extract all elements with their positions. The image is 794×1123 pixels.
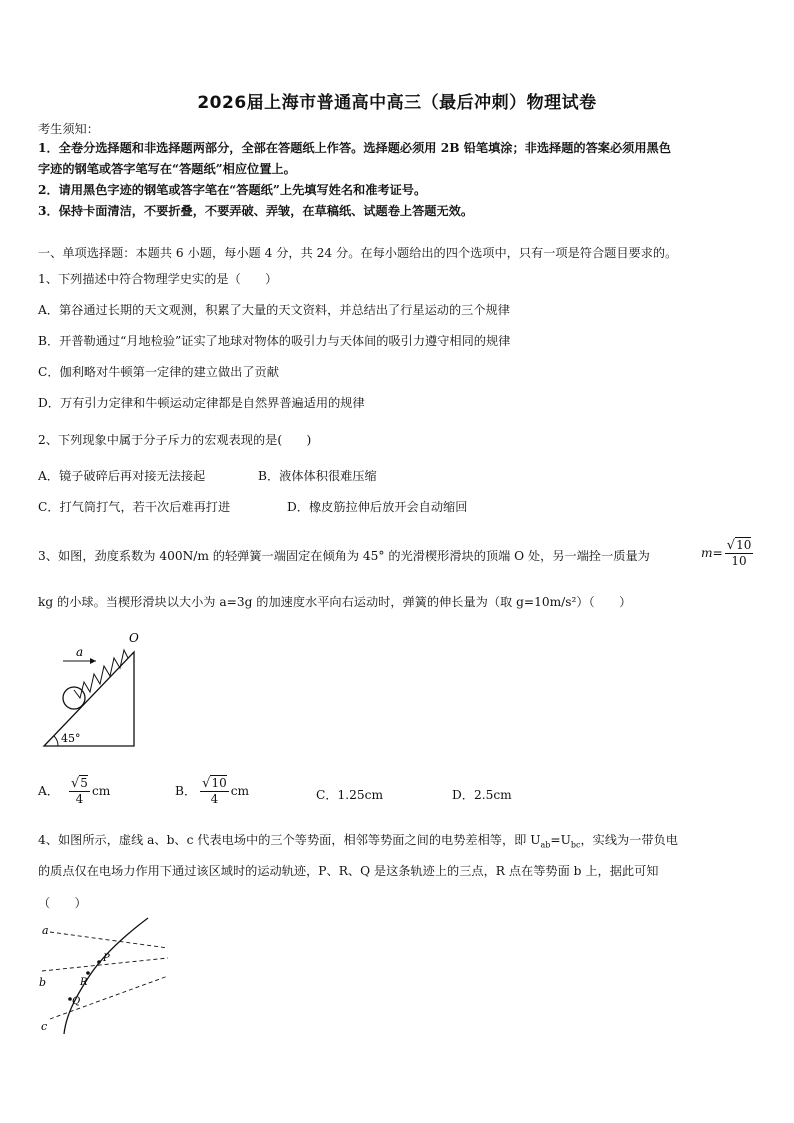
q3-option-d — [452, 787, 512, 803]
label-o: O — [129, 631, 139, 645]
trajectory-curve — [64, 918, 148, 1034]
equipotential-line-a — [50, 932, 168, 948]
label-line-c: c — [41, 1020, 48, 1033]
q1-option-c: C．伽利略对牛顿第一定律的建立做出了贡献 — [38, 365, 279, 379]
q3-option-a-unit: cm — [91, 784, 111, 798]
q4-stem-part-2: ，实线为一带负电 — [580, 833, 678, 847]
equipotential-line-c — [50, 976, 168, 1019]
angle-arc — [54, 736, 58, 746]
q3-mass-fraction: $\frac{√10}{10}$ — [726, 538, 752, 568]
point-p — [97, 960, 101, 964]
q3-option-b-unit: cm — [230, 784, 250, 798]
q3-wedge-figure — [38, 628, 148, 750]
q3-option-b-numerator: 10 — [211, 776, 227, 790]
q3-stem-line-2: kg 的小球。当楔形滑块以大小为 a=3g 的加速度水平向右运动时，弹簧的伸长量为（取 g=10m/s²）（ ） — [38, 595, 632, 609]
q1-option-a: A．第谷通过长期的天文观测，积累了大量的天文资料，并总结出了行星运动的三个规律 — [38, 303, 510, 317]
point-r — [86, 971, 90, 975]
q4-equipotential-figure — [36, 916, 172, 1034]
q3-mass-numerator: 10 — [736, 538, 752, 552]
q4-stem-part-1: 4、如图所示，虚线 a、b、c 代表电场中的三个等势面，相邻等势面之间的电势差相等，即 U — [38, 833, 541, 847]
arrow-head — [90, 658, 96, 664]
notice-item-3: 3．保持卡面清洁，不要折叠，不要弄破、弄皱，在草稿纸、试题卷上答题无效。 — [38, 204, 474, 218]
q3-option-a-numerator: 5 — [80, 776, 88, 790]
q3-option-c-letter: C． — [316, 788, 338, 802]
q4-stem-mid: =U — [550, 833, 571, 847]
q3-option-a — [38, 776, 110, 806]
q3-mass — [701, 538, 755, 568]
q2-option-d: D．橡皮筋拉伸后放开会自动缩回 — [287, 500, 468, 514]
q3-option-c — [316, 787, 383, 803]
q2-option-c: C．打气筒打气，若干次后难再打进 — [38, 500, 231, 514]
notice-item-2: 2．请用黑色字迹的钢笔或答字笔在“答题纸”上先填写姓名和准考证号。 — [38, 183, 427, 197]
q3-option-b-denominator: 4 — [210, 792, 219, 806]
q4-sub-bc: bc — [570, 840, 581, 850]
q3-mass-label: m= — [701, 546, 723, 560]
q4-stem-line-3: （ ） — [38, 896, 87, 910]
label-point-r: R — [80, 977, 88, 988]
q4-stem-line-1 — [38, 832, 678, 853]
q1-option-d: D．万有引力定律和牛顿运动定律都是自然界普遍适用的规律 — [38, 396, 365, 410]
q4-sub-ab: ab — [540, 840, 551, 850]
q3-mass-denominator: 10 — [731, 554, 747, 568]
label-point-p: P — [103, 953, 110, 964]
q3-option-c-text: 1.25cm — [337, 788, 384, 802]
q4-stem-line-2: 的质点仅在电场力作用下通过该区域时的运动轨迹，P、R、Q 是这条轨迹上的三点，R 点在等势面 b 上，据此可知 — [38, 864, 659, 878]
label-angle: 45° — [61, 732, 81, 745]
label-line-a: a — [42, 924, 49, 937]
section-heading: 一、单项选择题：本题共 6 小题，每小题 4 分，共 24 分。在每小题给出的四个选项中，只有一项是符合题目要求的。 — [38, 246, 678, 260]
q3-option-d-letter: D． — [452, 788, 474, 802]
q2-option-b: B．液体体积很难压缩 — [258, 469, 377, 483]
notice-heading: 考生须知： — [38, 122, 99, 136]
q1-option-b: B．开普勒通过“月地检验”证实了地球对物体的吸引力与天体间的吸引力遵守相同的规律 — [38, 334, 511, 348]
q3-option-d-text: 2.5cm — [473, 788, 512, 802]
q3-option-a-fraction: $\frac{√5}{4}$ — [71, 776, 88, 806]
q3-option-b — [175, 776, 249, 806]
q3-option-b-letter: B． — [175, 784, 197, 798]
q3-option-a-denominator: 4 — [75, 792, 84, 806]
notice-item-1-line-2: 字迹的钢笔或答字笔写在“答题纸”相应位置上。 — [38, 162, 296, 176]
label-point-q: Q — [72, 996, 81, 1007]
q2-stem: 2、下列现象中属于分子斥力的宏观表现的是( ) — [38, 433, 312, 447]
q3-option-b-fraction: $\frac{√10}{4}$ — [202, 776, 227, 806]
q1-stem: 1、下列描述中符合物理学史实的是（ ） — [38, 272, 278, 286]
label-line-b: b — [39, 976, 47, 989]
label-a: a — [76, 645, 84, 659]
page-title: 2026届上海市普通高中高三（最后冲刺）物理试卷 — [197, 93, 597, 113]
notice-item-1-line-1: 1．全卷分选择题和非选择题两部分，全部在答题纸上作答。选择题必须用 2B 铅笔填涂；非选择题的答案必须用黑色 — [38, 141, 671, 155]
q3-option-a-letter: A． — [38, 784, 59, 798]
q2-option-a: A．镜子破碎后再对接无法接起 — [38, 469, 206, 483]
q3-stem-line-1: 3、如图，劲度系数为 400N/m 的轻弹簧一端固定在倾角为 45° 的光滑楔形滑块的顶端 O 处，另一端拴一质量为 — [38, 549, 650, 563]
